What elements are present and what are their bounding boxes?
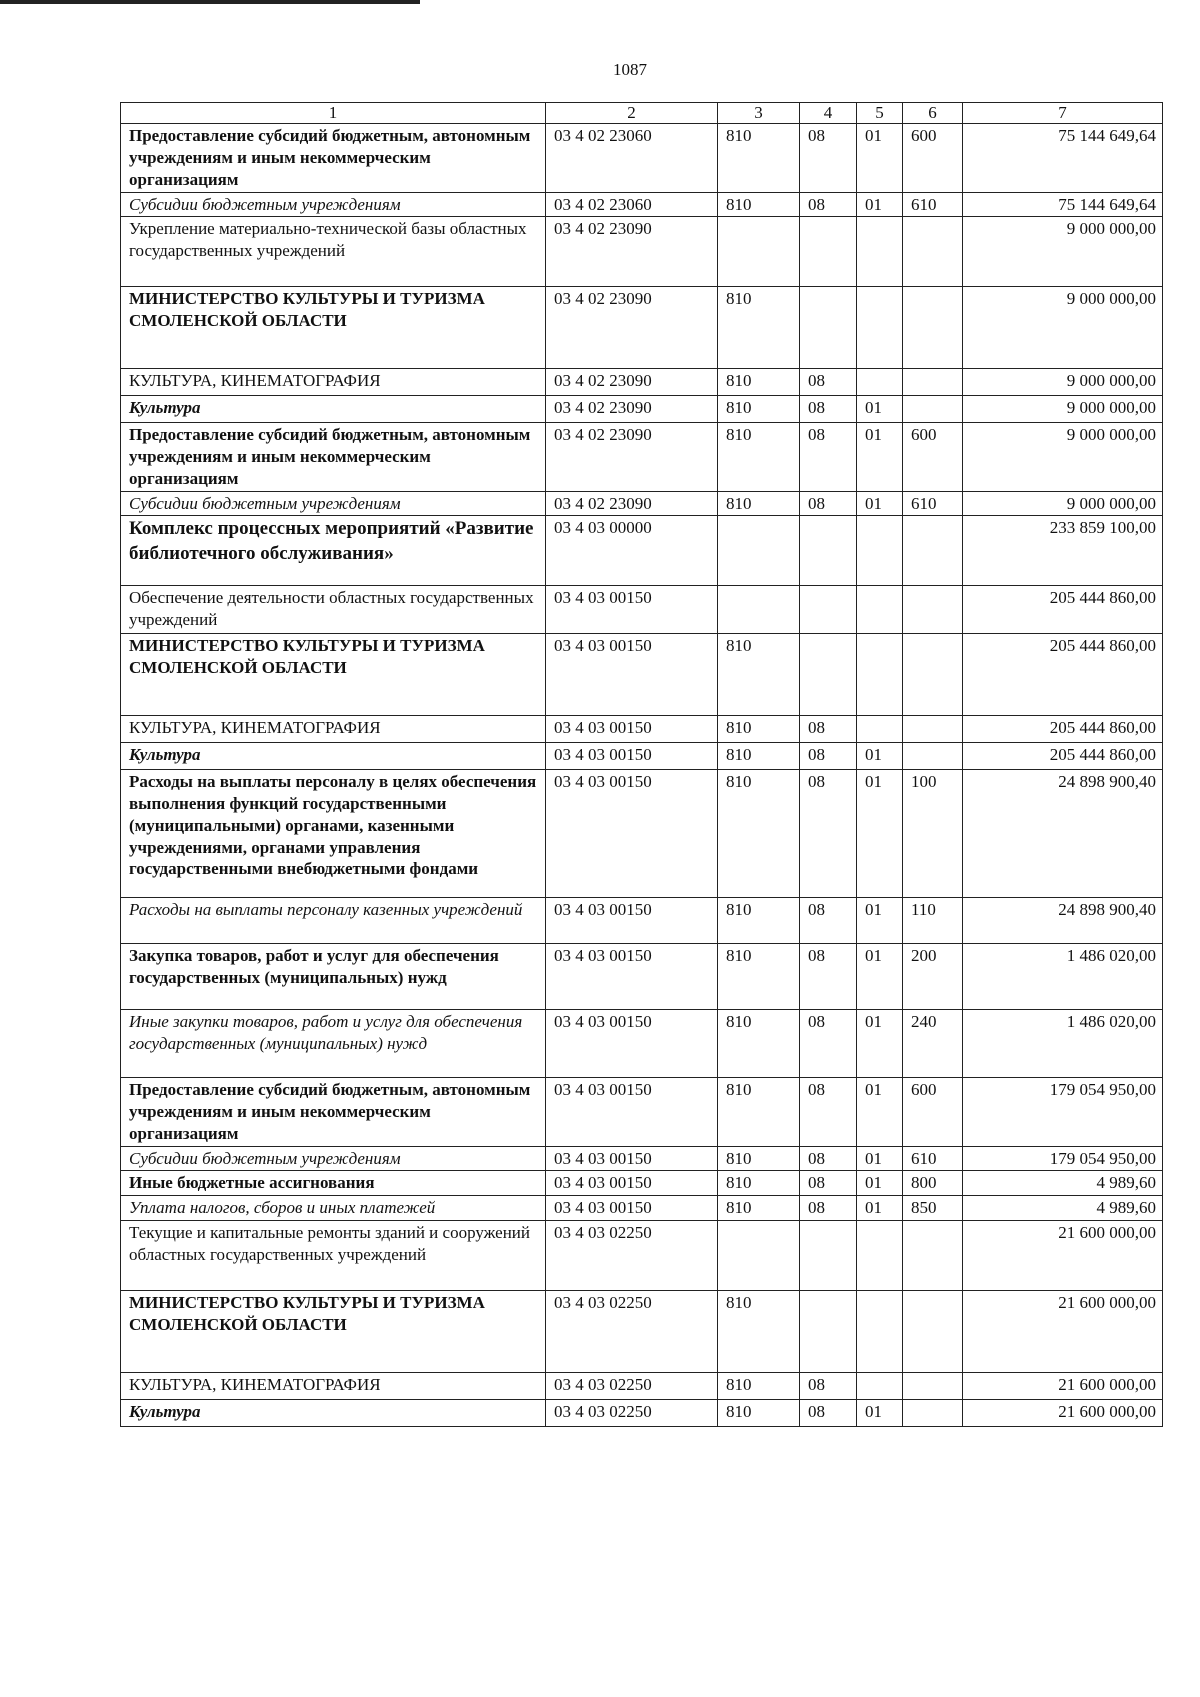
table-row <box>121 396 1163 423</box>
amount-cell: 205 444 860,00 <box>963 743 1163 770</box>
expense-type-cell <box>903 516 963 586</box>
target-code-cell: 03 4 03 00150 <box>546 944 718 1010</box>
row-name-cell: МИНИСТЕРСТВО КУЛЬТУРЫ И ТУРИЗМА СМОЛЕНСКОЙ ОБЛАСТИ <box>121 634 546 716</box>
amount-cell: 205 444 860,00 <box>963 634 1163 716</box>
expense-type-cell <box>903 743 963 770</box>
row-name-cell: Культура <box>121 1399 546 1426</box>
subsection-code-cell: 01 <box>857 1146 903 1171</box>
table-row <box>121 944 1163 1010</box>
admin-code-cell: 810 <box>718 1372 800 1399</box>
expense-type-cell: 600 <box>903 1078 963 1146</box>
row-name-cell: Субсидии бюджетным учреждениям <box>121 491 546 516</box>
admin-code-cell: 810 <box>718 770 800 898</box>
admin-code-cell: 810 <box>718 1146 800 1171</box>
table-row <box>121 1171 1163 1196</box>
header-cell: 6 <box>903 103 963 124</box>
expense-type-cell: 600 <box>903 124 963 192</box>
amount-cell: 9 000 000,00 <box>963 396 1163 423</box>
table-row <box>121 743 1163 770</box>
amount-cell: 1 486 020,00 <box>963 944 1163 1010</box>
top-edge-bar <box>0 0 420 4</box>
row-name-cell: Расходы на выплаты персоналу казенных учреждений <box>121 898 546 944</box>
section-code-cell: 08 <box>800 716 857 743</box>
expense-type-cell <box>903 716 963 743</box>
row-name-cell: Субсидии бюджетным учреждениям <box>121 1146 546 1171</box>
expense-type-cell: 610 <box>903 491 963 516</box>
admin-code-cell: 810 <box>718 396 800 423</box>
admin-code-cell: 810 <box>718 1010 800 1078</box>
amount-cell: 179 054 950,00 <box>963 1146 1163 1171</box>
section-code-cell <box>800 217 857 287</box>
subsection-code-cell <box>857 634 903 716</box>
target-code-cell: 03 4 02 23060 <box>546 124 718 192</box>
admin-code-cell: 810 <box>718 743 800 770</box>
amount-cell: 24 898 900,40 <box>963 770 1163 898</box>
table-row <box>121 1146 1163 1171</box>
admin-code-cell <box>718 586 800 634</box>
amount-cell: 9 000 000,00 <box>963 287 1163 369</box>
section-code-cell: 08 <box>800 491 857 516</box>
section-code-cell: 08 <box>800 1372 857 1399</box>
section-code-cell: 08 <box>800 898 857 944</box>
expense-type-cell: 600 <box>903 423 963 491</box>
expense-type-cell <box>903 217 963 287</box>
row-name-cell: МИНИСТЕРСТВО КУЛЬТУРЫ И ТУРИЗМА СМОЛЕНСКОЙ ОБЛАСТИ <box>121 1290 546 1372</box>
subsection-code-cell: 01 <box>857 1010 903 1078</box>
section-code-cell: 08 <box>800 1078 857 1146</box>
table-row <box>121 516 1163 586</box>
admin-code-cell: 810 <box>718 898 800 944</box>
header-row <box>121 103 1163 124</box>
section-code-cell <box>800 516 857 586</box>
admin-code-cell: 810 <box>718 716 800 743</box>
amount-cell: 9 000 000,00 <box>963 423 1163 491</box>
subsection-code-cell: 01 <box>857 192 903 217</box>
row-name-cell: Расходы на выплаты персоналу в целях обеспечения выполнения функций государственными (муниципальными) органами, казенными учреждениями, органами управления государственными внебюджетными фондами <box>121 770 546 898</box>
admin-code-cell: 810 <box>718 491 800 516</box>
expense-type-cell <box>903 287 963 369</box>
row-name-cell: Субсидии бюджетным учреждениям <box>121 192 546 217</box>
section-code-cell <box>800 586 857 634</box>
target-code-cell: 03 4 03 02250 <box>546 1399 718 1426</box>
section-code-cell: 08 <box>800 944 857 1010</box>
section-code-cell: 08 <box>800 770 857 898</box>
target-code-cell: 03 4 02 23090 <box>546 491 718 516</box>
admin-code-cell: 810 <box>718 1399 800 1426</box>
section-code-cell: 08 <box>800 1171 857 1196</box>
target-code-cell: 03 4 03 02250 <box>546 1290 718 1372</box>
target-code-cell: 03 4 03 00150 <box>546 1078 718 1146</box>
amount-cell: 9 000 000,00 <box>963 491 1163 516</box>
section-code-cell: 08 <box>800 369 857 396</box>
target-code-cell: 03 4 03 00150 <box>546 1010 718 1078</box>
admin-code-cell: 810 <box>718 124 800 192</box>
subsection-code-cell <box>857 516 903 586</box>
table-row <box>121 898 1163 944</box>
table-row <box>121 1290 1163 1372</box>
table-row <box>121 770 1163 898</box>
row-name-cell: Обеспечение деятельности областных государственных учреждений <box>121 586 546 634</box>
subsection-code-cell: 01 <box>857 491 903 516</box>
subsection-code-cell <box>857 1290 903 1372</box>
amount-cell: 4 989,60 <box>963 1196 1163 1221</box>
target-code-cell: 03 4 02 23090 <box>546 396 718 423</box>
section-code-cell: 08 <box>800 396 857 423</box>
header-cell: 2 <box>546 103 718 124</box>
table-row <box>121 1399 1163 1426</box>
subsection-code-cell: 01 <box>857 423 903 491</box>
expense-type-cell <box>903 1372 963 1399</box>
amount-cell: 233 859 100,00 <box>963 516 1163 586</box>
expense-type-cell: 850 <box>903 1196 963 1221</box>
target-code-cell: 03 4 03 00150 <box>546 770 718 898</box>
admin-code-cell: 810 <box>718 287 800 369</box>
subsection-code-cell: 01 <box>857 944 903 1010</box>
table-row <box>121 423 1163 491</box>
target-code-cell: 03 4 03 00150 <box>546 586 718 634</box>
target-code-cell: 03 4 03 00150 <box>546 743 718 770</box>
amount-cell: 75 144 649,64 <box>963 192 1163 217</box>
header-cell: 5 <box>857 103 903 124</box>
subsection-code-cell: 01 <box>857 1196 903 1221</box>
amount-cell: 75 144 649,64 <box>963 124 1163 192</box>
target-code-cell: 03 4 03 02250 <box>546 1372 718 1399</box>
section-code-cell <box>800 634 857 716</box>
expense-type-cell <box>903 634 963 716</box>
row-name-cell: Предоставление субсидий бюджетным, автономным учреждениям и иным некоммерческим организациям <box>121 124 546 192</box>
row-name-cell: Иные закупки товаров, работ и услуг для обеспечения государственных (муниципальных) нужд <box>121 1010 546 1078</box>
admin-code-cell: 810 <box>718 1078 800 1146</box>
subsection-code-cell: 01 <box>857 770 903 898</box>
admin-code-cell: 810 <box>718 1196 800 1221</box>
target-code-cell: 03 4 03 00150 <box>546 1196 718 1221</box>
table-row <box>121 1010 1163 1078</box>
table-row <box>121 1372 1163 1399</box>
amount-cell: 21 600 000,00 <box>963 1290 1163 1372</box>
subsection-code-cell <box>857 586 903 634</box>
row-name-cell: Укрепление материально-технической базы областных государственных учреждений <box>121 217 546 287</box>
subsection-code-cell: 01 <box>857 124 903 192</box>
target-code-cell: 03 4 02 23090 <box>546 369 718 396</box>
table-row <box>121 217 1163 287</box>
amount-cell: 1 486 020,00 <box>963 1010 1163 1078</box>
expense-type-cell <box>903 1290 963 1372</box>
section-code-cell: 08 <box>800 124 857 192</box>
amount-cell: 21 600 000,00 <box>963 1399 1163 1426</box>
amount-cell: 24 898 900,40 <box>963 898 1163 944</box>
row-name-cell: Уплата налогов, сборов и иных платежей <box>121 1196 546 1221</box>
table-row <box>121 586 1163 634</box>
table-row <box>121 634 1163 716</box>
admin-code-cell: 810 <box>718 192 800 217</box>
table-row <box>121 491 1163 516</box>
target-code-cell: 03 4 03 00150 <box>546 898 718 944</box>
row-name-cell: Иные бюджетные ассигнования <box>121 1171 546 1196</box>
target-code-cell: 03 4 02 23060 <box>546 192 718 217</box>
admin-code-cell <box>718 1220 800 1290</box>
expense-type-cell: 100 <box>903 770 963 898</box>
section-code-cell: 08 <box>800 1196 857 1221</box>
table-row <box>121 1196 1163 1221</box>
subsection-code-cell <box>857 716 903 743</box>
subsection-code-cell <box>857 217 903 287</box>
section-code-cell: 08 <box>800 192 857 217</box>
amount-cell: 205 444 860,00 <box>963 716 1163 743</box>
page-number: 1087 <box>613 60 647 79</box>
amount-cell: 4 989,60 <box>963 1171 1163 1196</box>
row-name-cell: Культура <box>121 396 546 423</box>
subsection-code-cell <box>857 1220 903 1290</box>
subsection-code-cell <box>857 287 903 369</box>
expense-type-cell <box>903 396 963 423</box>
admin-code-cell: 810 <box>718 1290 800 1372</box>
amount-cell: 9 000 000,00 <box>963 217 1163 287</box>
expense-type-cell: 610 <box>903 192 963 217</box>
row-name-cell: КУЛЬТУРА, КИНЕМАТОГРАФИЯ <box>121 1372 546 1399</box>
table-row <box>121 192 1163 217</box>
subsection-code-cell: 01 <box>857 743 903 770</box>
expense-type-cell: 240 <box>903 1010 963 1078</box>
subsection-code-cell <box>857 1372 903 1399</box>
table-row <box>121 369 1163 396</box>
table-row <box>121 124 1163 192</box>
amount-cell: 21 600 000,00 <box>963 1372 1163 1399</box>
table-row <box>121 287 1163 369</box>
expense-type-cell <box>903 369 963 396</box>
section-code-cell <box>800 1290 857 1372</box>
subsection-code-cell: 01 <box>857 396 903 423</box>
subsection-code-cell: 01 <box>857 898 903 944</box>
target-code-cell: 03 4 03 00000 <box>546 516 718 586</box>
expense-type-cell: 110 <box>903 898 963 944</box>
admin-code-cell: 810 <box>718 423 800 491</box>
row-name-cell: Культура <box>121 743 546 770</box>
target-code-cell: 03 4 02 23090 <box>546 217 718 287</box>
subsection-code-cell: 01 <box>857 1171 903 1196</box>
row-name-cell: КУЛЬТУРА, КИНЕМАТОГРАФИЯ <box>121 716 546 743</box>
expense-type-cell: 200 <box>903 944 963 1010</box>
header-cell: 3 <box>718 103 800 124</box>
row-name-cell: Предоставление субсидий бюджетным, автономным учреждениям и иным некоммерческим организациям <box>121 1078 546 1146</box>
target-code-cell: 03 4 03 00150 <box>546 716 718 743</box>
expense-type-cell <box>903 586 963 634</box>
section-code-cell: 08 <box>800 423 857 491</box>
section-code-cell: 08 <box>800 1146 857 1171</box>
target-code-cell: 03 4 03 00150 <box>546 1146 718 1171</box>
table-row <box>121 1078 1163 1146</box>
header-cell: 4 <box>800 103 857 124</box>
amount-cell: 21 600 000,00 <box>963 1220 1163 1290</box>
admin-code-cell: 810 <box>718 634 800 716</box>
row-name-cell: Закупка товаров, работ и услуг для обеспечения государственных (муниципальных) нужд <box>121 944 546 1010</box>
table-row <box>121 716 1163 743</box>
target-code-cell: 03 4 03 02250 <box>546 1220 718 1290</box>
admin-code-cell <box>718 217 800 287</box>
subsection-code-cell: 01 <box>857 1399 903 1426</box>
table-row <box>121 1220 1163 1290</box>
amount-cell: 179 054 950,00 <box>963 1078 1163 1146</box>
amount-cell: 205 444 860,00 <box>963 586 1163 634</box>
expense-type-cell <box>903 1220 963 1290</box>
section-code-cell <box>800 287 857 369</box>
admin-code-cell: 810 <box>718 1171 800 1196</box>
target-code-cell: 03 4 02 23090 <box>546 287 718 369</box>
amount-cell: 9 000 000,00 <box>963 369 1163 396</box>
row-name-cell: МИНИСТЕРСТВО КУЛЬТУРЫ И ТУРИЗМА СМОЛЕНСКОЙ ОБЛАСТИ <box>121 287 546 369</box>
budget-table <box>120 102 1163 1427</box>
admin-code-cell <box>718 516 800 586</box>
row-name-cell: КУЛЬТУРА, КИНЕМАТОГРАФИЯ <box>121 369 546 396</box>
target-code-cell: 03 4 02 23090 <box>546 423 718 491</box>
section-code-cell: 08 <box>800 743 857 770</box>
subsection-code-cell: 01 <box>857 1078 903 1146</box>
expense-type-cell: 610 <box>903 1146 963 1171</box>
expense-type-cell <box>903 1399 963 1426</box>
row-name-cell: Текущие и капитальные ремонты зданий и сооружений областных государственных учреждений <box>121 1220 546 1290</box>
target-code-cell: 03 4 03 00150 <box>546 634 718 716</box>
section-code-cell: 08 <box>800 1010 857 1078</box>
admin-code-cell: 810 <box>718 369 800 396</box>
row-name-cell: Предоставление субсидий бюджетным, автономным учреждениям и иным некоммерческим организациям <box>121 423 546 491</box>
section-code-cell <box>800 1220 857 1290</box>
header-cell: 1 <box>121 103 546 124</box>
section-code-cell: 08 <box>800 1399 857 1426</box>
expense-type-cell: 800 <box>903 1171 963 1196</box>
row-name-cell: Комплекс процессных мероприятий «Развитие библиотечного обслуживания» <box>121 516 546 586</box>
target-code-cell: 03 4 03 00150 <box>546 1171 718 1196</box>
header-cell: 7 <box>963 103 1163 124</box>
admin-code-cell: 810 <box>718 944 800 1010</box>
subsection-code-cell <box>857 369 903 396</box>
